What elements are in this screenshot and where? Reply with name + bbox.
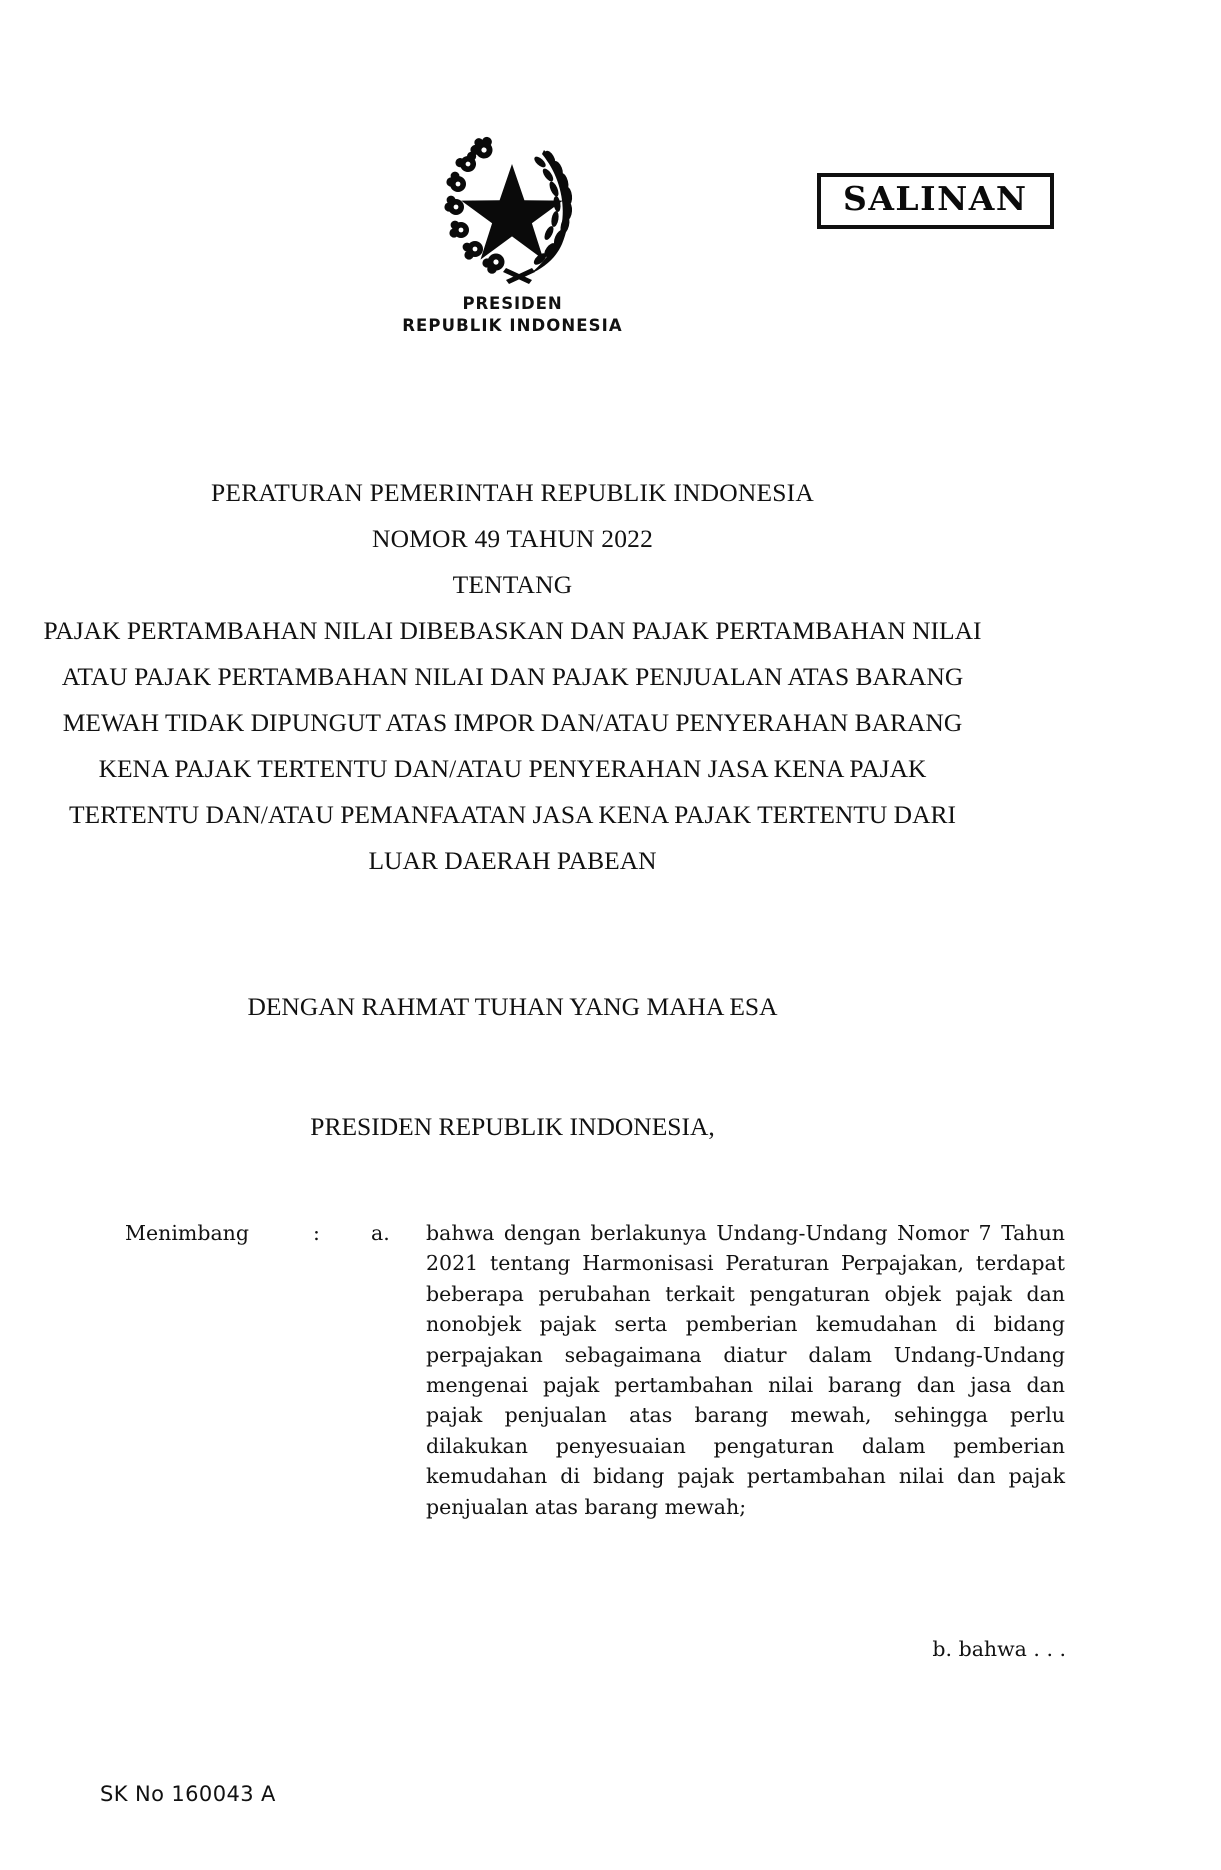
regulation-title-block bbox=[0, 470, 1025, 608]
regulation-subject-line: MEWAH TIDAK DIPUNGUT ATAS IMPOR DAN/ATAU PENYERAHAN BARANG bbox=[62, 708, 963, 737]
institution-heading bbox=[0, 293, 1025, 338]
regulation-subject-line: ATAU PAJAK PERTAMBAHAN NILAI DAN PAJAK PENJUALAN ATAS BARANG bbox=[61, 662, 964, 691]
salinan-stamp bbox=[817, 173, 1054, 229]
regulation-subject-line: PAJAK PERTAMBAHAN NILAI DIBEBASKAN DAN PAJAK PERTAMBAHAN NILAI bbox=[43, 616, 982, 645]
considering-section bbox=[125, 1218, 1065, 1522]
sk-document-number: SK No 160043 A bbox=[100, 1782, 276, 1806]
salinan-stamp-label: SALINAN bbox=[843, 179, 1028, 218]
signatory-heading: PRESIDEN REPUBLIK INDONESIA, bbox=[310, 1112, 715, 1141]
considering-paragraph: bahwa dengan berlakunya Undang-Undang Nomor 7 Tahun 2021 tentang Harmonisasi Peraturan Perpajakan, terdapat beberapa perubahan terkait pengaturan objek pajak dan nonobjek pajak serta pemberian kemudahan di bidang perpajakan sebagaimana diatur dalam Undang-Undang mengenai pajak pertambahan nilai barang dan jasa dan pajak penjualan atas barang mewah, sehingga perlu dilakukan penyesuaian pengaturan dalam pemberian kemudahan di bidang pajak pertambahan nilai dan pajak penjualan atas barang mewah; bbox=[426, 1221, 1065, 1519]
institution-line-1: PRESIDEN bbox=[462, 294, 563, 313]
regulation-subject-block bbox=[0, 608, 1025, 884]
regulation-number: NOMOR 49 TAHUN 2022 bbox=[371, 524, 654, 553]
regulation-subject-line: TERTENTU DAN/ATAU PEMANFAATAN JASA KENA PAJAK TERTENTU DARI bbox=[68, 800, 957, 829]
institution-line-2: REPUBLIK INDONESIA bbox=[402, 316, 623, 336]
considering-item-body bbox=[426, 1218, 1065, 1522]
regulation-about-label: TENTANG bbox=[452, 570, 573, 599]
document-header bbox=[0, 128, 1221, 338]
page-continuation-note: b. bahwa . . . bbox=[932, 1637, 1066, 1661]
considering-colon: : bbox=[313, 1221, 320, 1245]
regulation-subject-line: KENA PAJAK TERTENTU DAN/ATAU PENYERAHAN JASA KENA PAJAK bbox=[98, 754, 927, 783]
considering-label: Menimbang bbox=[125, 1221, 249, 1245]
regulation-subject-line: LUAR DAERAH PABEAN bbox=[368, 846, 657, 875]
considering-item-marker: a. bbox=[371, 1221, 390, 1245]
garuda-star-wreath-emblem-icon bbox=[432, 128, 592, 288]
regulation-title-line-1: PERATURAN PEMERINTAH REPUBLIK INDONESIA bbox=[211, 478, 814, 507]
blessing-line: DENGAN RAHMAT TUHAN YANG MAHA ESA bbox=[247, 992, 778, 1021]
